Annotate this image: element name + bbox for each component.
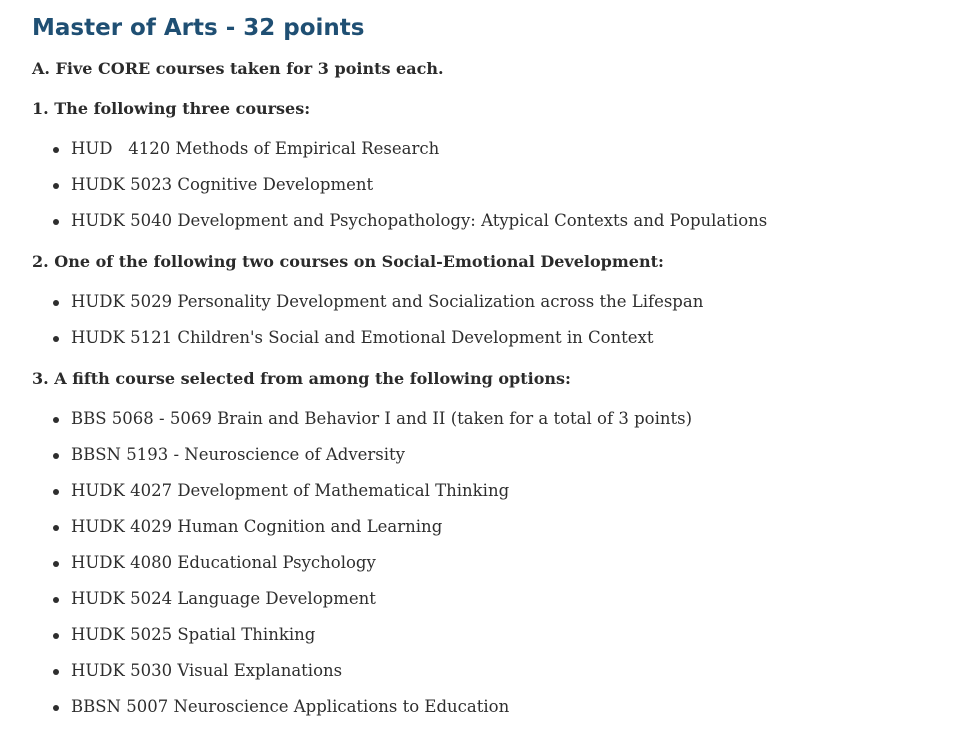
- bullet-icon: [53, 597, 59, 603]
- bullet-icon: [53, 300, 59, 306]
- course-item: [32, 517, 952, 537]
- bullet-icon: [53, 705, 59, 711]
- course-label: HUDK 5024 Language Development: [71, 589, 376, 608]
- course-label: HUDK 5025 Spatial Thinking: [71, 625, 316, 644]
- course-item: [32, 697, 952, 717]
- bullet-icon: [53, 561, 59, 567]
- course-label: HUDK 4029 Human Cognition and Learning: [71, 517, 443, 536]
- program-requirements: [32, 0, 952, 717]
- course-item: [32, 328, 952, 348]
- course-label: HUDK 5030 Visual Explanations: [71, 661, 343, 680]
- bullet-icon: [53, 453, 59, 459]
- core-courses-heading: A. Five CORE courses taken for 3 points each.: [32, 59, 444, 78]
- group-3-course-list: [32, 409, 952, 717]
- page-title: Master of Arts - 32 points: [32, 15, 365, 41]
- bullet-icon: [53, 147, 59, 153]
- course-item: [32, 553, 952, 573]
- bullet-icon: [53, 669, 59, 675]
- course-item: [32, 661, 952, 681]
- course-item: [32, 175, 952, 195]
- course-item: [32, 409, 952, 429]
- group-1-heading: 1. The following three courses:: [32, 99, 311, 118]
- course-label: HUD 4120 Methods of Empirical Research: [71, 139, 440, 158]
- course-label: HUDK 5023 Cognitive Development: [71, 175, 374, 194]
- course-label: BBSN 5193 - Neuroscience of Adversity: [71, 445, 406, 464]
- course-item: [32, 445, 952, 465]
- group-1-course-list: [32, 139, 952, 231]
- course-item: [32, 481, 952, 501]
- course-label: HUDK 5121 Children's Social and Emotional Development in Context: [71, 328, 654, 347]
- bullet-icon: [53, 219, 59, 225]
- course-item: [32, 139, 952, 159]
- course-label: BBS 5068 - 5069 Brain and Behavior I and II (taken for a total of 3 points): [71, 409, 693, 428]
- bullet-icon: [53, 633, 59, 639]
- bullet-icon: [53, 489, 59, 495]
- course-item: [32, 211, 952, 231]
- course-label: HUDK 5040 Development and Psychopathology: Atypical Contexts and Populations: [71, 211, 768, 230]
- bullet-icon: [53, 525, 59, 531]
- bullet-icon: [53, 183, 59, 189]
- course-label: BBSN 5007 Neuroscience Applications to Education: [71, 697, 510, 716]
- course-item: [32, 589, 952, 609]
- course-label: HUDK 4027 Development of Mathematical Thinking: [71, 481, 510, 500]
- group-2-heading: 2. One of the following two courses on Social-Emotional Development:: [32, 252, 664, 271]
- group-3-heading: 3. A fifth course selected from among the following options:: [32, 369, 571, 388]
- course-item: [32, 292, 952, 312]
- bullet-icon: [53, 336, 59, 342]
- course-label: HUDK 5029 Personality Development and Socialization across the Lifespan: [71, 292, 704, 311]
- bullet-icon: [53, 417, 59, 423]
- group-2-course-list: [32, 292, 952, 348]
- course-label: HUDK 4080 Educational Psychology: [71, 553, 376, 572]
- course-item: [32, 625, 952, 645]
